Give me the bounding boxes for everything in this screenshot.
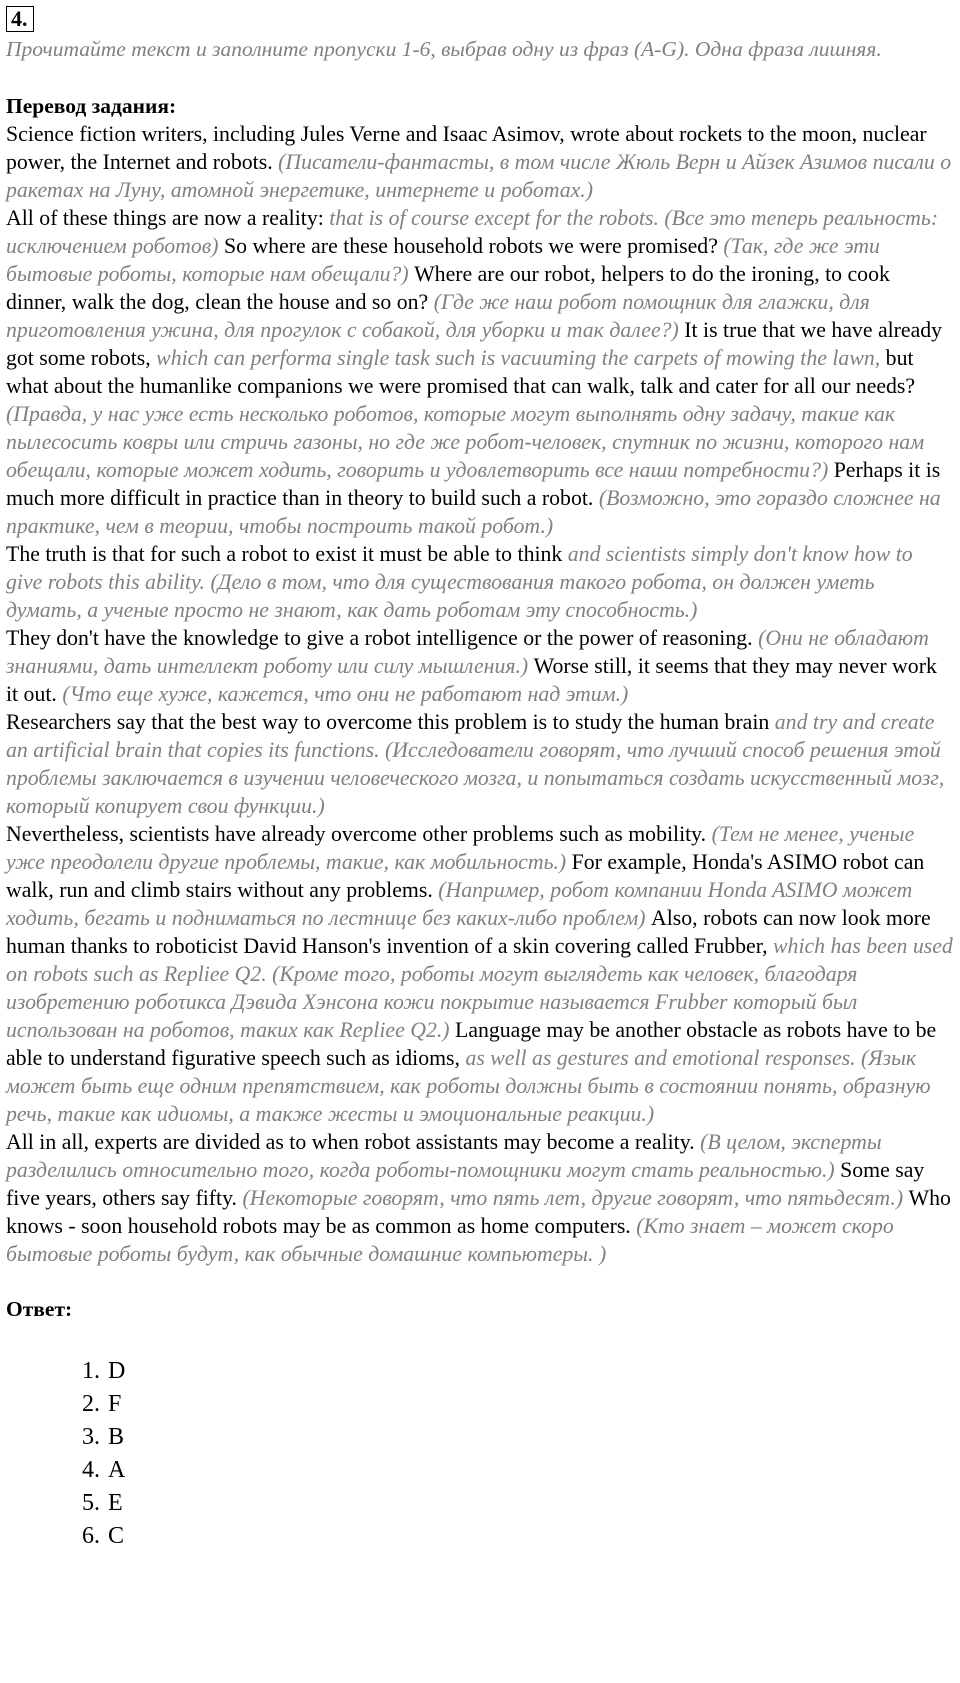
translation-segment: (Где же наш робот помощник для глажки, для приготовления ужина, для прогулок с собакой, для уборки и так далее?) (6, 290, 870, 342)
translation-segment: (Например, робот компании Honda ASIMO может ходить, бегать и подниматься по лестнице без каких-либо проблем) (6, 878, 913, 930)
english-segment: They don't have the knowledge to give a robot intelligence or the power of reasoning. (6, 626, 759, 650)
answer-item: 5. E (106, 1487, 954, 1520)
translation-segment: and scientists simply don't know how to give robots this ability. (Дело в том, что для существования такого робота, он должен уметь думать, а ученые просто не знают, как дать роботам эту способность.) (6, 542, 913, 622)
translation-segment: (Тем не менее, ученые уже преодолели другие проблемы, такие, как мобильность.) (6, 822, 915, 874)
exercise-number: 4. (6, 6, 34, 32)
answer-heading: Ответ: (6, 1297, 73, 1321)
translation-segment: (Правда, у нас уже есть несколько роботов, которые могут выполнять одну задачу, такие как пылесосить ковры или стричь газоны, но где же робот-человек, спутник по жизни, которого нам обещали, которые может ходить, говорить и удовлетворить все наши потребности?) (6, 402, 925, 482)
task-instruction: Прочитайте текст и заполните пропуски 1-6, выбрав одну из фраз (A-G). Одна фраза лишняя. (6, 37, 882, 61)
english-segment: So where are these household robots we were promised? (223, 234, 724, 258)
answers-list (6, 1355, 954, 1553)
english-segment: All of these things are now a reality: (6, 206, 330, 230)
english-segment: Nevertheless, scientists have already overcome other problems such as mobility. (6, 822, 712, 846)
english-segment: Language may be another obstacle as robots have to be able to understand figurative speech such as idioms, (6, 1018, 937, 1070)
english-segment: Some say five years, others say fifty. (6, 1158, 925, 1210)
english-segment: but what about the humanlike companions we were promised that can walk, talk and cater for all our needs? (6, 346, 916, 398)
bilingual-text (6, 120, 954, 1268)
answer-item: 1. D (106, 1355, 954, 1388)
english-segment: Researchers say that the best way to overcome this problem is to study the human brain (6, 710, 775, 734)
translation-segment: that is of course except for the robots. (Все это теперь реальность: исключением роботов) (6, 206, 939, 258)
answer-item: 4. A (106, 1454, 954, 1487)
translation-segment: which has been used on robots such as Repliee Q2. (Кроме того, роботы могут выглядеть как человек, благодаря изобретению робоτикса Дэвида Хэнсона кожи покрытие называется Frubber который был использован на роботов, таких как Repliee Q2.) (6, 934, 953, 1042)
answer-item: 6. C (106, 1520, 954, 1553)
translation-segment: which can performa single task such is vacuuming the carpets of mowing the lawn, (156, 346, 886, 370)
translation-segment: (Они не обладают знаниями, дать интеллект роботу или силу мышления.) (6, 626, 929, 678)
english-segment: Perhaps it is much more difficult in practice than in theory to build such a robot. (6, 458, 941, 510)
english-segment: It is true that we have already got some robots, (6, 318, 943, 370)
english-segment: Also, robots can now look more human thanks to roboticist David Hanson's invention of a skin covering called Frubber, (6, 906, 931, 958)
english-segment: All in all, experts are divided as to when robot assistants may become a reality. (6, 1130, 701, 1154)
translation-segment: (Так, где же эти бытовые роботы, которые нам обещали?) (6, 234, 880, 286)
english-segment: Science fiction writers, including Jules Verne and Isaac Asimov, wrote about rockets to the moon, nuclear power, the Internet and robots. (6, 122, 927, 174)
translation-segment: and try and create an artificial brain that copies its functions. (Исследователи говорят, что лучший способ решения этой проблемы заключается в изучении человеческого мозга, и попытаться создать искусственный мозг, который копирует свои функции.) (6, 710, 945, 818)
answer-item: 2. F (106, 1388, 954, 1421)
english-segment: Where are our robot, helpers to do the ironing, to cook dinner, walk the dog, clean the house and so on? (6, 262, 890, 314)
translation-segment: (Кто знает – может скоро бытовые роботы будут, как обычные домашние компьютеры. ) (6, 1214, 894, 1266)
translation-segment: as well as gestures and emotional responses. (Язык может быть еще одним препятствием, как роботы должны быть в состоянии понять, образную речь, такие как идиомы, а также жесты и эмоциональные реакции.) (6, 1046, 931, 1126)
translation-heading: Перевод задания: (6, 94, 177, 118)
english-segment: For example, Honda's ASIMO robot can walk, run and climb stairs without any problems. (6, 850, 925, 902)
translation-segment: (Некоторые говорят, что пять лет, другие говорят, что пятьдесят.) (242, 1186, 909, 1210)
translation-segment: (В целом, эксперты разделились относительно того, когда роботы-помощники могут стать реальностью.) (6, 1130, 882, 1182)
translation-segment: (Писатели-фантасты, в том числе Жюль Верн и Айзек Азимов писали о ракетах на Луну, атомной энергетике, интернете и роботах.) (6, 150, 952, 202)
english-segment: The truth is that for such a robot to exist it must be able to think (6, 542, 568, 566)
english-segment: Who knows - soon household robots may be as common as home computers. (6, 1186, 951, 1238)
english-segment: Worse still, it seems that they may never work it out. (6, 654, 937, 706)
answer-item: 3. B (106, 1421, 954, 1454)
translation-segment: (Возможно, это гораздо сложнее на практике, чем в теории, чтобы построить такой робот.) (6, 486, 941, 538)
translation-segment: (Что еще хуже, кажется, что они не работают над этим.) (62, 682, 629, 706)
